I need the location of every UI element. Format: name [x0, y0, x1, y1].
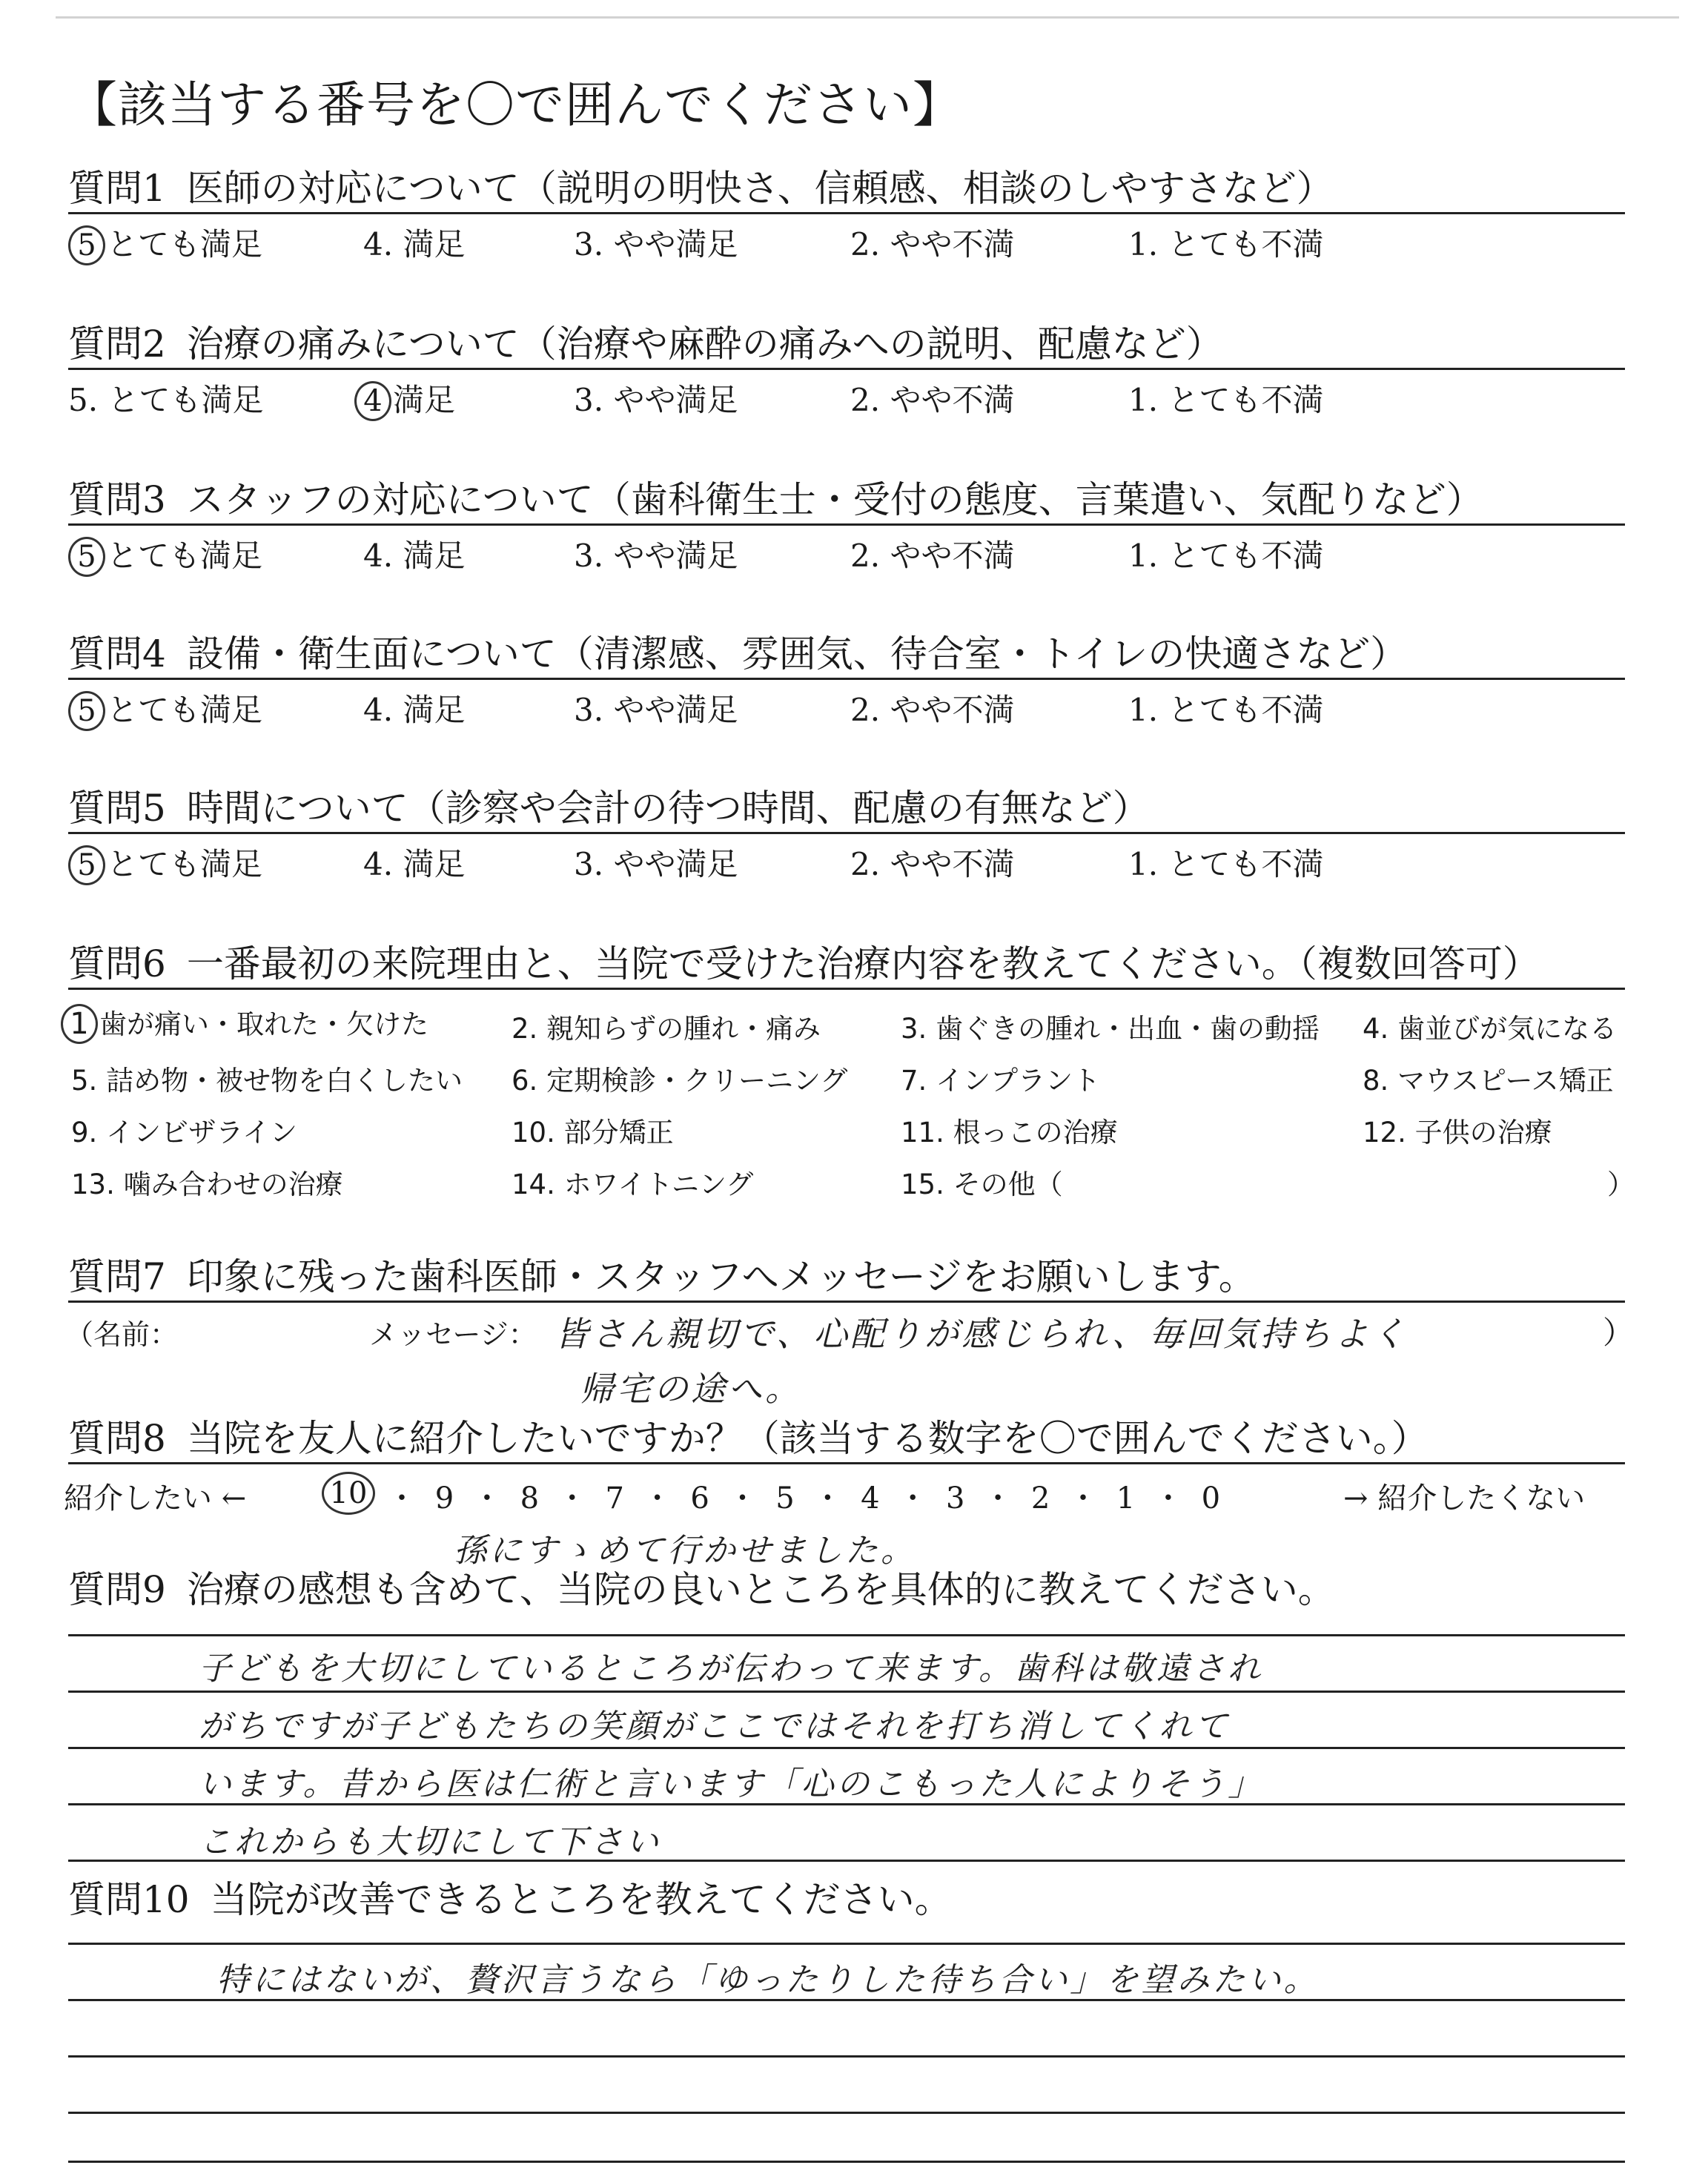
recommend-left-label: 紹介したい ←	[64, 1481, 247, 1516]
question-text: 医師の対応について（説明の明快さ、信頼感、相談のしやすさなど）	[186, 167, 1334, 210]
reason-option-1[interactable]: 1 歯が痛い・取れた・欠けた	[61, 1002, 428, 1044]
question-1	[68, 165, 1625, 262]
question-7	[65, 1253, 1635, 1414]
question-text: 治療の痛みについて（治療や麻酔の痛みへの説明、配慮など）	[186, 323, 1223, 366]
message-close: ）	[1603, 1315, 1635, 1351]
reason-option-7[interactable]: 7. インプラント	[901, 1065, 1101, 1097]
question-text: 一番最初の来院理由と、当院で受けた治療内容を教えてください。（複数回答可）	[186, 942, 1540, 985]
score-scale[interactable]: ・ 9 ・ 8 ・ 7 ・ 6 ・ 5 ・ 4 ・ 3 ・ 2 ・ 1 ・ 0	[387, 1481, 1225, 1516]
reason-option-6[interactable]: 6. 定期検診・クリーニング	[512, 1065, 848, 1097]
handwritten-answer-line-1: 子どもを大切にしているところが伝わって来ます。歯科は敬遠され	[199, 1650, 1264, 1688]
option-3[interactable]: 3. やや満足	[574, 692, 738, 728]
question-text: 当院が改善できるところを教えてください。	[210, 1878, 952, 1921]
reason-option-3[interactable]: 3. 歯ぐきの腫れ・出血・歯の動揺	[901, 1013, 1320, 1045]
question-number: 質問10	[68, 1878, 190, 1921]
option-2[interactable]: 2. やや不満	[850, 692, 1015, 728]
question-number: 質問1	[68, 167, 166, 210]
option-5[interactable]: 5 とても満足	[68, 686, 262, 731]
handwritten-note: 孫にすゝめて行かせました。	[454, 1532, 916, 1570]
question-number: 質問6	[68, 942, 166, 985]
question-9	[68, 1566, 1625, 1895]
question-text: 当院を友人に紹介したいですか？（該当する数字を〇で囲んでください。）	[186, 1417, 1429, 1460]
handwritten-answer-line-1: 特にはないが、贅沢言うなら「ゆったりした待ち合い」を望みたい。	[216, 1961, 1320, 1999]
recommend-right-label: → 紹介したくない	[1343, 1481, 1586, 1516]
reason-option-4[interactable]: 4. 歯並びが気になる	[1363, 1013, 1618, 1045]
option-1[interactable]: 1. とても不満	[1128, 692, 1324, 728]
option-5[interactable]: 5 とても満足	[68, 840, 262, 885]
option-4[interactable]: 4. 満足	[363, 538, 466, 574]
message-label: メッセージ：	[369, 1318, 537, 1351]
reason-option-8[interactable]: 8. マウスピース矯正	[1363, 1065, 1614, 1097]
option-2[interactable]: 2. やや不満	[850, 538, 1015, 574]
question-text: 時間について（診察や会計の待つ時間、配慮の有無など）	[186, 787, 1150, 830]
selected-circle: 5	[68, 537, 105, 577]
option-4[interactable]: 4. 満足	[363, 226, 466, 262]
top-border	[56, 16, 1679, 19]
name-label: （名前：	[65, 1318, 179, 1351]
question-number: 質問2	[68, 323, 166, 366]
option-5[interactable]: 5 とても満足	[68, 532, 262, 577]
answer-lines	[68, 1923, 1625, 2168]
option-2[interactable]: 2. やや不満	[850, 226, 1015, 262]
option-3[interactable]: 3. やや満足	[574, 538, 738, 574]
selected-circle: 5	[68, 691, 105, 731]
question-3	[68, 476, 1625, 573]
handwritten-answer-line-3: います。昔から医は仁術と言います「心のこもった人によりそう」	[199, 1765, 1264, 1803]
reason-option-12[interactable]: 12. 子供の治療	[1363, 1117, 1552, 1149]
question-4	[68, 630, 1625, 727]
option-4[interactable]: 4. 満足	[363, 846, 466, 882]
option-3[interactable]: 3. やや満足	[574, 226, 738, 262]
option-1[interactable]: 1. とても不満	[1128, 382, 1324, 418]
reason-option-11[interactable]: 11. 根っこの治療	[901, 1117, 1118, 1149]
option-5[interactable]: 5. とても満足	[68, 382, 264, 418]
question-number: 質問4	[68, 632, 166, 675]
question-number: 質問3	[68, 478, 166, 521]
selected-circle: 5	[68, 845, 105, 885]
question-number: 質問5	[68, 787, 166, 830]
handwritten-message-line-1: 皆さん親切で、心配りが感じられ、毎回気持ちよく	[555, 1314, 1409, 1354]
reason-option-15[interactable]: 15. その他（	[901, 1169, 1063, 1200]
reason-option-14[interactable]: 14. ホワイトニング	[512, 1169, 754, 1200]
question-10	[68, 1876, 1625, 2168]
question-text: スタッフの対応について（歯科衛生士・受付の態度、言葉遣い、気配りなど）	[186, 478, 1483, 521]
question-6	[68, 940, 1635, 1200]
option-3[interactable]: 3. やや満足	[574, 382, 738, 418]
question-8	[64, 1415, 1625, 1576]
handwritten-answer-line-4: これからも大切にして下さい	[199, 1823, 661, 1861]
question-text: 印象に残った歯科医師・スタッフへメッセージをお願いします。	[186, 1255, 1256, 1298]
option-3[interactable]: 3. やや満足	[574, 846, 738, 882]
question-2	[68, 320, 1625, 417]
question-number: 質問9	[68, 1568, 166, 1611]
option-2[interactable]: 2. やや不満	[850, 846, 1015, 882]
question-number: 質問7	[68, 1255, 166, 1298]
form-title: 【該当する番号を〇で囲んでください】	[68, 76, 962, 133]
reason-option-2[interactable]: 2. 親知らずの腫れ・痛み	[512, 1013, 821, 1045]
selected-circle: 4	[354, 381, 391, 421]
reason-options	[68, 990, 1635, 1200]
reason-option-15-close: ）	[1607, 1169, 1635, 1200]
answer-lines	[68, 1613, 1625, 1895]
reason-option-5[interactable]: 5. 詰め物・被せ物を白くしたい	[71, 1065, 463, 1097]
option-1[interactable]: 1. とても不満	[1128, 846, 1324, 882]
question-5	[68, 784, 1625, 882]
reason-option-13[interactable]: 13. 噛み合わせの治療	[71, 1169, 343, 1200]
selected-circle: 1	[61, 1004, 98, 1044]
rating-options	[68, 680, 1625, 727]
option-1[interactable]: 1. とても不満	[1128, 226, 1324, 262]
option-2[interactable]: 2. やや不満	[850, 382, 1015, 418]
rating-options	[68, 370, 1625, 417]
question-number: 質問8	[68, 1417, 166, 1460]
message-area	[65, 1303, 1635, 1414]
reason-option-9[interactable]: 9. インビザライン	[71, 1117, 297, 1149]
question-text: 治療の感想も含めて、当院の良いところを具体的に教えてください。	[186, 1568, 1335, 1611]
handwritten-answer-line-2: がちですが子どもたちの笑顔がここではそれを打ち消してくれて	[199, 1708, 1231, 1745]
option-4[interactable]: 4. 満足	[363, 692, 466, 728]
reason-option-10[interactable]: 10. 部分矯正	[512, 1117, 674, 1149]
selected-circle: 5	[68, 225, 105, 265]
rating-options	[68, 214, 1625, 262]
selected-score-10[interactable]: 10	[322, 1472, 375, 1515]
rating-options	[68, 526, 1625, 573]
option-5[interactable]: 5 とても満足	[68, 220, 262, 265]
rating-options	[68, 834, 1625, 882]
option-1[interactable]: 1. とても不満	[1128, 538, 1324, 574]
handwritten-message-line-2: 帰宅の途へ。	[580, 1369, 802, 1409]
recommend-scale	[64, 1464, 1625, 1576]
question-text: 設備・衛生面について（清潔感、雰囲気、待合室・トイレの快適さなど）	[186, 632, 1408, 675]
option-4[interactable]: 4 満足	[354, 376, 455, 421]
